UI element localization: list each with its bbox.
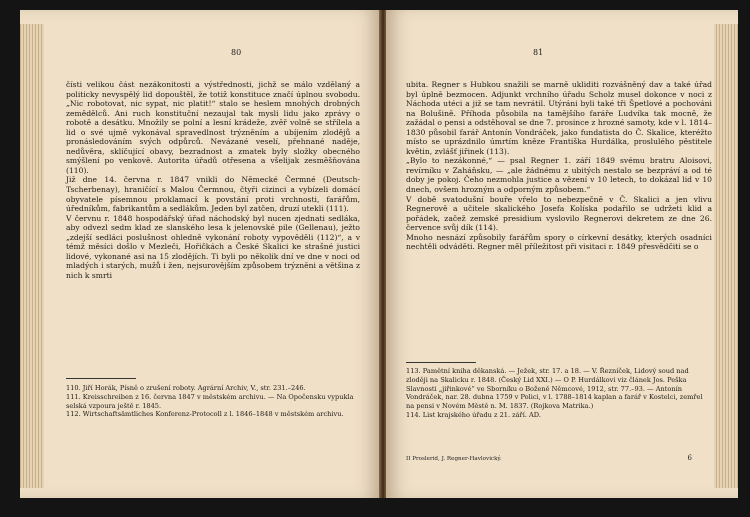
paragraph: V červnu r. 1848 hospodářský úřad náchodský byl nucen zjednati sedláka, aby odvezl sedm klad ze slanského lesa k jelenovské pile (Gellenau), ježto „zdejší sedláci poslušnost ohledně vykonání roboty vypověděli (112)“, a v témž měsíci došlo v Mezleči, Hořičkách a České Skalici ke strašné justici lidové, vykonané asi na 15 zlodějích. Ti byli po několik dní ve dne v noci od mladých i starých, mužů i žen, nejsurovějším způsobem trýzněni a většina z nich k smrti: [66, 213, 360, 280]
right-page-number: 81: [533, 48, 544, 57]
signature-line: II Proslerid, J. Regner-Havlovický.: [406, 456, 502, 462]
right-page: [386, 10, 738, 498]
footnote-divider: [66, 378, 136, 379]
sheet-mark: 6: [687, 454, 692, 462]
left-page: [20, 10, 380, 498]
paragraph: Mnoho nesnází způsobily farářům spory o církevní desátky, kterých osadníci nechtěli odváděti. Regner měl příležitost při visitaci r. 1849 přesvědčiti se o: [406, 232, 712, 252]
left-page-number: 80: [231, 48, 242, 57]
right-body-text: [406, 80, 712, 252]
paragraph: čísti velikou část nezákonitosti a výstřednosti, jichž se málo vzdělaný a politicky nevyspělý lid dopouštěl, že totiž konstituce značí úplnou svobodu. „Nic robotovat, nic sypat, nic platit!“ stalo se heslem mnohých drobných zemědělců. Ani ruch konstituční nezaujal tak mysli lidu jako zprávy o robotě a desátku. Množily se polní a lesní krádeže, zvěř volně se střílela a lid o své ujmě vykonával spravedlnost trýzněním a ubíjením zlodějů a pronásledováním svých odpůrců. Nevázané veselí, přehnané naděje, nedůvěra, sklíčující obavy, bezradnost a zmatek byly složky obecného smýšlení po venkově. Autorita úřadů otřesena a všelijak zesměšňována (110).: [66, 80, 360, 175]
footnote: 111. Kreisschreiben z 16. června 1847 v městském archivu. — Na Opočensku vypukla selská vzpoura ještě r. 1845.: [66, 392, 354, 410]
paragraph: ubita. Regner s Hubkou snažili se marně ukliditi rozvášněný dav a také úřad byl úplně bezmocen. Adjunkt vrchního úřadu Scholz musel dokonce v noci z Náchoda utéci a již se tam nevrátil. Utýráni byli také tři Špetlové a pochováni na Bolušině. Příhoda působila na tamějšího faráře Ludvíka tak mocně, že zažádal o pensi a odstěhoval se dne 7. prosince z hrozné samoty, kde v l. 1814–1830 působil farář Antonín Vondráček, jako fundatista do Č. Skalice, kteréžto místo se uprázdnilo úmrtím kněze Františka Hurdálka, proslulého pěstitele květin, zvlášť jiřinek (113).: [406, 80, 712, 156]
page-edge-left: [20, 24, 44, 488]
footnote: 114. List krajského úřadu z 21. září. AD.: [406, 410, 541, 419]
paragraph: „Bylo to nezákonné,“ — psal Regner 1. září 1849 svému bratru Aloisovi, revírníku v Zaháňsku, — „ale žádnému z ubitých nestalo se bezpráví a od té doby je pokoj. Čeho nezmohla justice a vězení v 10 letech, to dokázal lid v 10 dnech, ovšem hrozným a odporným způsobem.“: [406, 156, 712, 195]
right-footnotes: [406, 367, 712, 420]
paragraph: Již dne 14. června r. 1847 vnikli do Německé Čermné (Deutsch-Tscherbenay), hraničící s Malou Čermnou, čtyři cizinci a vybízeli domácí obyvatele písemnou proklamací k povstání proti vrchnosti, farářům, úředníkům, fabrikantům a sedlákům. Jeden byl zatčen, druzí utekli (111).: [66, 175, 360, 214]
left-footnotes: [66, 384, 360, 419]
footnote-divider: [406, 362, 476, 363]
page-edge-right: [714, 24, 738, 488]
footnote: 110. Jiří Horák, Písně o zrušení roboty. Agrární Archiv, V., str. 231.–246.: [66, 384, 306, 392]
paragraph: V době svatodušní bouře vřelo to nebezpečně v Č. Skalici a jen vlivu Regnerově a učitele skalického Josefa Kolíska podařilo se udržeti klid a pořádek, začež zemské presidium vyslovilo Regnerovi dekretem ze dne 26. července svůj dík (114).: [406, 194, 712, 233]
footnote: 113. Pamětní kniha děkanská. — Ježek, str. 17. a 18. — V. Řezníček, Lidový soud nad zloději na Skalicku r. 1848. (Český Lid XXI.) — O P. Hurdálkovi viz článek Jos. Peška Slavnosti „jiřinkové“ ve Sborníku o Boženě Němcové, 1912, str. 77.–93. — Antonín Vondráček, nar. 28. dubna 1759 v Polici, v l. 1788–1814 kaplan a farář v Kostelci, zemřel na pensi v Novém Městě n. M. 1837. (Rojkova Matrika.): [406, 367, 703, 411]
footnote: 112. Wirtschaftsämtliches Konferenz-Protocoll z l. 1846–1848 v městském archivu.: [66, 410, 344, 419]
left-body-text: [66, 80, 360, 280]
